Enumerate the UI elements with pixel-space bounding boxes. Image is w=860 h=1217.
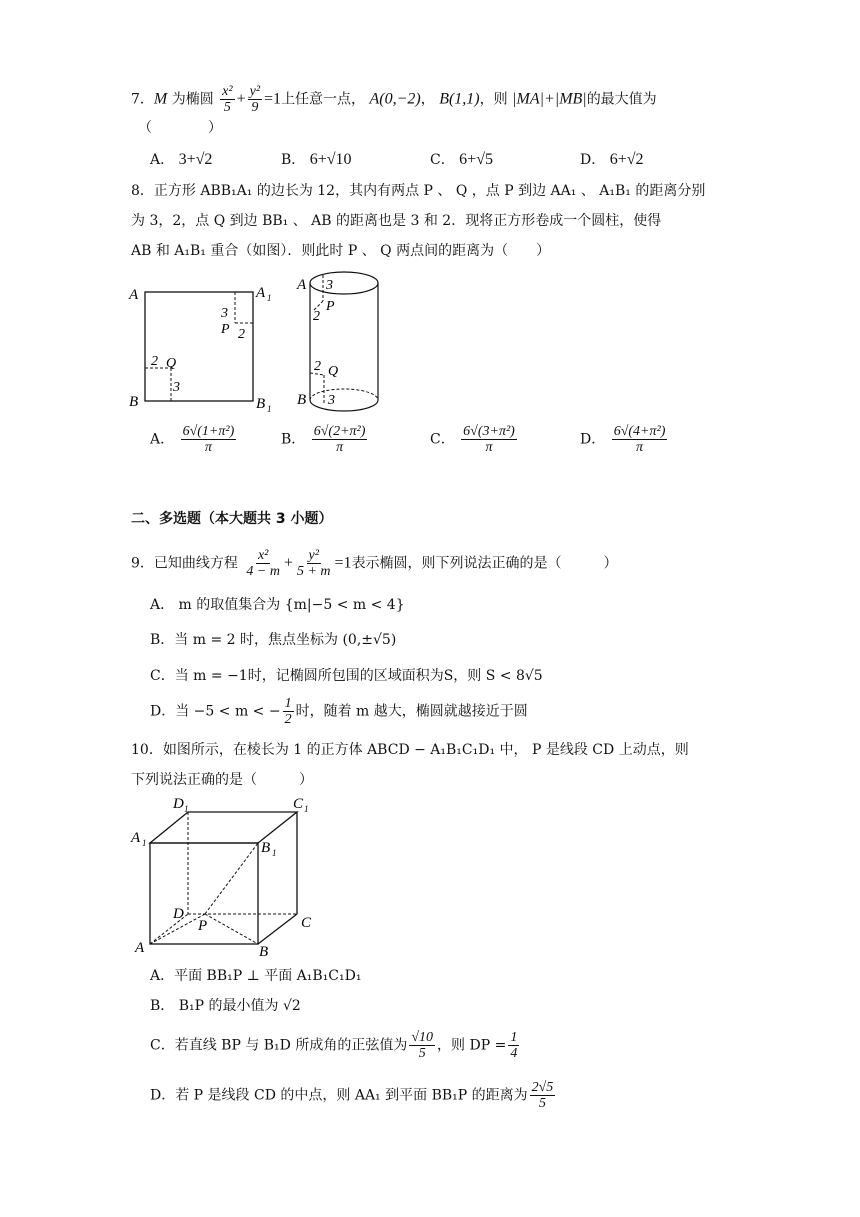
cyl-dist-2-bottom: 2 <box>314 359 321 374</box>
q7-paren: （ ） <box>138 120 222 136</box>
label-a: A <box>129 287 139 303</box>
q8-line1: 8．正方形 ABB₁A₁ 的边长为 12，其内有两点 P 、 Q ，点 P 到边 AA₁ 、 A₁B₁ 的距离分别 <box>131 183 706 199</box>
q10-option-c[interactable]: C．若直线 BP 与 B₁D 所成角的正弦值为 $\frac{√10}{5}$ ，则 DP = $\frac{1}{4}$ <box>150 1030 518 1061</box>
dist-3-top: 3 <box>221 306 228 321</box>
section-title: 二、多选题（本大题共 3 小题） <box>131 511 333 527</box>
cube-label-c1: C <box>293 796 304 812</box>
cube-label-c: C <box>301 915 312 931</box>
cube-figure <box>125 790 325 960</box>
q10-option-d[interactable]: D．若 P 是线段 CD 的中点，则 AA₁ 到平面 BB₁P 的距离为 $\frac{2√5}{5}$ <box>150 1080 554 1111</box>
q7-option-b[interactable]: B． 6+√10 <box>281 151 352 168</box>
label-a1: A <box>256 285 266 301</box>
cylinder-bottom-front <box>310 400 378 411</box>
label-q: Q <box>166 356 177 371</box>
q7-frac-y: $\frac{\text{y²}}{9}$ <box>249 84 261 115</box>
svg-text:1: 1 <box>184 804 189 814</box>
q8-option-a[interactable]: A． $\frac{\text{6√(1+π²)}}{\pi}$ <box>150 424 235 455</box>
dist-2-left: 2 <box>151 354 158 369</box>
dist-2-right: 2 <box>238 327 245 342</box>
cylinder-figure <box>290 265 390 415</box>
dist-3-bottom: 3 <box>173 380 180 395</box>
cube-label-d1: D <box>173 796 184 812</box>
q9-option-d[interactable]: D．当 −5 < m < − $\frac{1}{2}$ 时，随着 m 越大，椭圆就越接近于圆 <box>150 696 528 727</box>
q9-stem: 9．已知曲线方程 $\frac{\text{x²}}{4 - m}$ + $\frac{\text{y²}}{5 + m}$ =1表示椭圆，则下列说法正确的是（ ） <box>131 548 618 579</box>
segment-bp <box>205 914 258 944</box>
cyl-dist-2-top: 2 <box>313 309 320 324</box>
q8-option-c[interactable]: C． $\frac{\text{6√(3+π²)}}{\pi}$ <box>430 424 515 455</box>
q7-frac-x: $\frac{\text{x²}}{5}$ <box>222 84 233 115</box>
cube-label-p: P <box>198 918 208 934</box>
cube-label-d: D <box>173 906 184 922</box>
svg-text:1: 1 <box>272 848 277 858</box>
svg-text:1: 1 <box>142 838 147 848</box>
label-p: P <box>221 322 230 337</box>
cube-label-b: B <box>259 944 269 960</box>
label-b1: B <box>256 396 266 412</box>
square-outline <box>145 292 253 401</box>
cube-label-a: A <box>135 940 145 956</box>
svg-text:1: 1 <box>304 804 309 814</box>
q10-line2: 下列说法正确的是（ ） <box>131 772 313 788</box>
label-a1-sub: 1 <box>267 293 272 303</box>
q9-option-a[interactable]: A． m 的取值集合为 {m|−5 < m < 4} <box>150 597 405 613</box>
label-b: B <box>129 394 139 410</box>
q9-option-c[interactable]: C．当 m = −1时，记椭圆所包围的区域面积为S，则 S < 8√5 <box>150 668 543 684</box>
q7-option-d[interactable]: D． 6+√2 <box>580 151 644 168</box>
cyl-label-p: P <box>326 299 335 314</box>
q7-option-a[interactable]: A． 3+√2 <box>150 151 213 168</box>
cyl-dist-3-top: 3 <box>326 278 333 293</box>
square-figure <box>125 275 275 420</box>
cube-top-face <box>150 812 297 843</box>
segment-b1p <box>205 843 258 914</box>
label-b1-sub: 1 <box>267 404 272 414</box>
cyl-label-b: B <box>297 392 307 408</box>
q8-option-d[interactable]: D． $\frac{\text{6√(4+π²)}}{\pi}$ <box>580 424 666 455</box>
q7-stem: 7．M 为椭圆 $\frac{\text{x²}}{5}$ + $\frac{\text{y²}}{9}$ =1上任意一点， A(0,−2)， B(1,1)，则 |MA|+|MB|的最大值为 <box>131 84 657 115</box>
cylinder-top <box>310 272 378 294</box>
cyl-dist-3-bottom: 3 <box>328 393 335 408</box>
q8-option-b[interactable]: B． $\frac{\text{6√(2+π²)}}{\pi}$ <box>281 424 366 455</box>
q8-line3: AB 和 A₁B₁ 重合（如图）．则此时 P 、 Q 两点间的距离为（ ） <box>131 243 551 259</box>
cyl-label-a: A <box>297 277 307 293</box>
cube-label-b1: B <box>261 840 271 856</box>
q9-option-b[interactable]: B．当 m = 2 时，焦点坐标为 (0,±√5) <box>150 632 397 648</box>
cube-label-a1: A <box>131 830 141 846</box>
cyl-label-q: Q <box>328 364 339 379</box>
q10-option-a[interactable]: A．平面 BB₁P ⊥ 平面 A₁B₁C₁D₁ <box>150 968 362 984</box>
q10-option-b[interactable]: B． B₁P 的最小值为 √2 <box>150 998 301 1014</box>
cylinder-bottom-back <box>310 389 378 400</box>
q8-line2: 为 3，2，点 Q 到边 BB₁ 、 AB 的距离也是 3 和 2．现将正方形卷成一个圆柱，使得 <box>131 213 662 229</box>
q7-option-c[interactable]: C． 6+√5 <box>430 151 493 168</box>
q10-line1: 10．如图所示，在棱长为 1 的正方体 ABCD − A₁B₁C₁D₁ 中， P 是线段 CD 上动点，则 <box>131 742 689 758</box>
